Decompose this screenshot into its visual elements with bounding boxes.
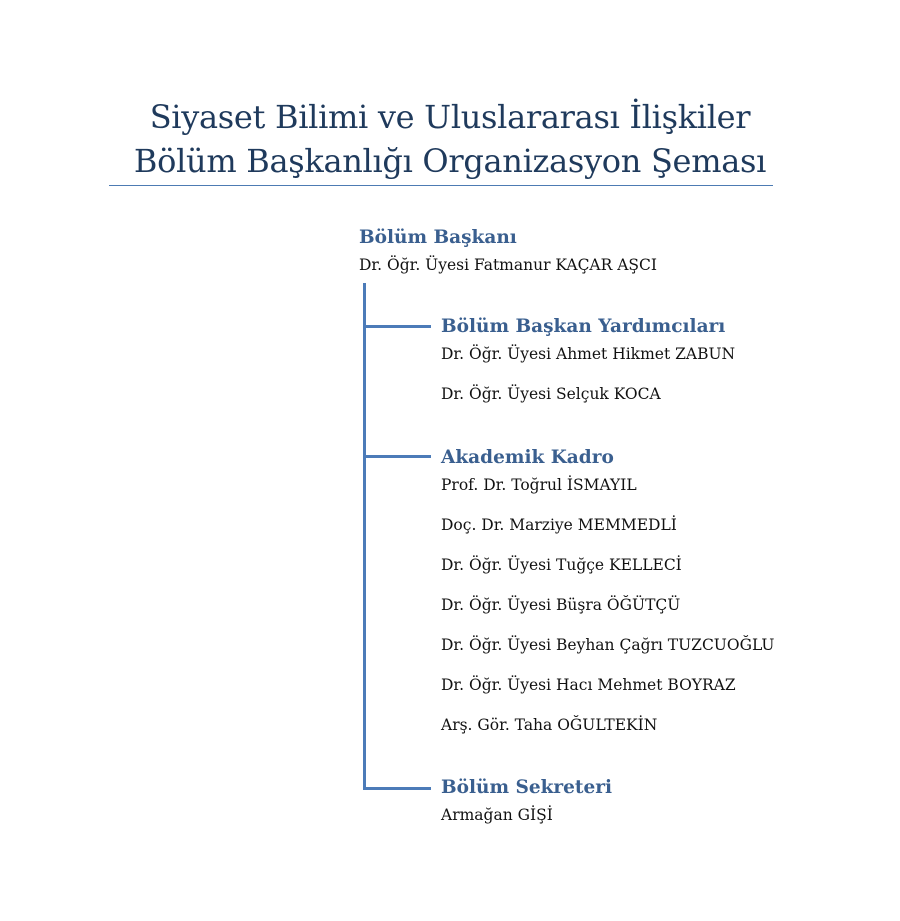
connector-academic: [363, 455, 431, 458]
deputy-member: Dr. Öğr. Üyesi Selçuk KOCA: [441, 385, 661, 403]
secretary-name: Armağan GİŞİ: [441, 806, 553, 824]
academic-member: Dr. Öğr. Üyesi Tuğçe KELLECİ: [441, 556, 682, 574]
academic-member: Prof. Dr. Toğrul İSMAYIL: [441, 476, 637, 494]
page-title-line-2: Bölüm Başkanlığı Organizasyon Şeması: [133, 142, 767, 180]
connector-deputies: [363, 325, 431, 328]
secretary-heading: Bölüm Sekreteri: [441, 777, 613, 798]
academic-member: Dr. Öğr. Üyesi Beyhan Çağrı TUZCUOĞLU: [441, 636, 775, 654]
academic-member: Arş. Gör. Taha OĞULTEKİN: [441, 716, 658, 734]
org-connector-vertical: [363, 283, 366, 790]
deputies-heading: Bölüm Başkan Yardımcıları: [441, 316, 726, 337]
head-name: Dr. Öğr. Üyesi Fatmanur KAÇAR AŞCI: [359, 256, 658, 274]
title-divider: [109, 185, 773, 186]
head-heading: Bölüm Başkanı: [359, 227, 517, 248]
academic-member: Dr. Öğr. Üyesi Hacı Mehmet BOYRAZ: [441, 676, 736, 694]
deputy-member: Dr. Öğr. Üyesi Ahmet Hikmet ZABUN: [441, 345, 736, 363]
connector-secretary: [363, 787, 431, 790]
academic-heading: Akademik Kadro: [441, 447, 614, 468]
page-title-line-1: Siyaset Bilimi ve Uluslararası İlişkiler: [149, 98, 751, 136]
academic-member: Doç. Dr. Marziye MEMMEDLİ: [441, 516, 677, 534]
academic-member: Dr. Öğr. Üyesi Büşra ÖĞÜTÇÜ: [441, 596, 681, 614]
